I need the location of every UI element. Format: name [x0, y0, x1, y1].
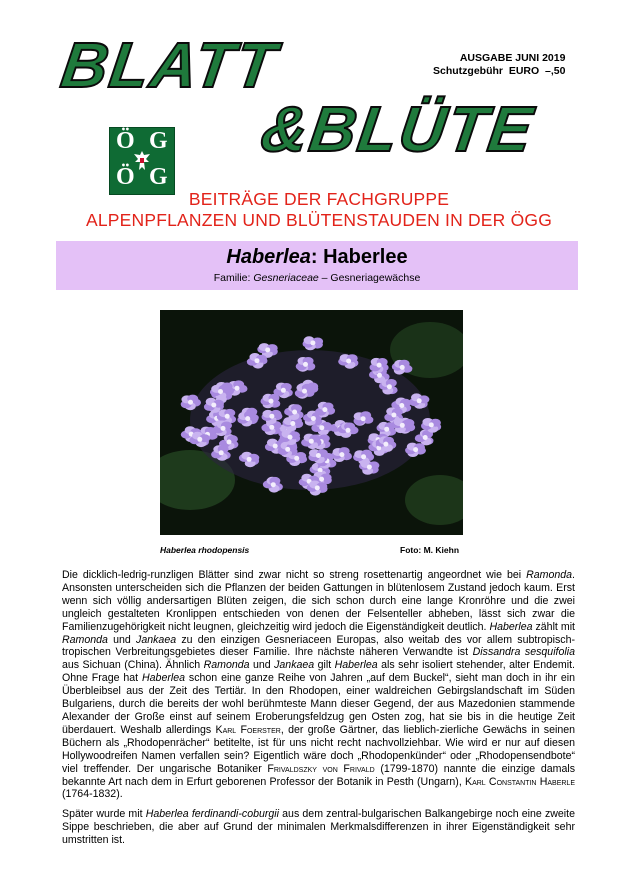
common-name: : Haberlee: [310, 246, 408, 268]
subtitle-line1: BEITRÄGE DER FACHGRUPPE: [188, 189, 450, 209]
body-text: aus dem zentral-bulgarischen Balkangebirge noch eine zweite Sippe beschrieben, die aber auf Grund der minimalen Merkmalsdifferenzen in ihrer Eigenständigkeit sehr umstritten ist.: [62, 808, 575, 847]
masthead-blatt: BLATT: [56, 29, 283, 101]
flower-blossom: [331, 447, 352, 462]
flower-blossom: [370, 358, 389, 373]
family-label: Familie:: [213, 272, 254, 284]
flower-photo-drawing: [160, 310, 463, 535]
body-text: schon eine ganze Reihe von Jahren „auf dem Buckel“, sieht man doch in ihr ein Überbleibsel aus der Zeit des Tertiär. In den Rhodopen, einer waldreichen Gebirgslandschaft im Süden Bulgariens, durch die bereits der wohl berühmteste Mann dieser Gegend, der aus Mazedonien stammende Alexander der Große einst auf seinem Eroberungsfeldzug gen Osten zog, hat sie bis in die heutige Zeit überdauert. Weshalb allerdings: [62, 672, 575, 736]
person-name: Karl Constantin Haberle: [465, 775, 575, 788]
photo-caption: Haberlea rhodopensis: [160, 545, 250, 555]
latin-name: Ramonda: [203, 659, 250, 672]
logo-letter: G: [149, 164, 168, 190]
flower-blossom: [261, 394, 281, 409]
issue-edition: AUSGABE JUNI 2019: [459, 52, 566, 64]
family-line: [56, 272, 578, 284]
body-text: und: [107, 633, 137, 646]
fee-value: EURO –,50: [508, 65, 566, 77]
body-text: und: [249, 659, 275, 672]
body-text: zählt mit: [532, 620, 575, 633]
fee-label: Schutzgebühr: [433, 65, 503, 77]
flower-photo: [160, 310, 463, 535]
issue-fee: [433, 65, 565, 78]
person-name: Karl Foerster: [215, 723, 281, 736]
masthead-bluete: &BLÜTE: [256, 93, 539, 165]
latin-name: Dissandra sesquifolia: [472, 646, 575, 659]
latin-name: Ramonda: [526, 569, 573, 581]
latin-name: Haberlea: [142, 672, 186, 685]
oegg-logo: [109, 127, 175, 195]
body-text: Später wurde mit: [62, 808, 146, 821]
person-name: Frivaldszky von Frivald: [267, 762, 375, 775]
logo-letter: G: [149, 128, 168, 154]
subtitle-line2: ALPENPFLANZEN UND BLÜTENSTAUDEN IN DER ÖGG: [85, 210, 553, 230]
article-body: [62, 569, 575, 854]
family-german: – Gesneriagewächse: [318, 272, 421, 284]
latin-name: Ramonda: [62, 633, 108, 646]
latin-name: Jankaea: [274, 659, 315, 672]
eagle-icon: [133, 150, 151, 172]
latin-name: Haberlea: [489, 620, 533, 633]
body-text: Die dicklich-ledrig-runzligen Blätter sind zwar nicht so streng rosettenartig angeordnet wie bei: [62, 569, 527, 581]
logo-letter: Ö: [116, 164, 135, 190]
body-text: , der große Gärtner, das lieblich-zierliche Gewächs in seinen Büchern als „Rhodopenrächer“ betitelte, ist für uns nicht recht nachvollziehbar. Wie wird er nur auf diesen Hollywoodreifen Namen verfallen sein? Eigentlich wäre doch „Rhodopenkünder“ oder „Rhodopensendbote“ viel treffender. Der ungarische Botaniker: [62, 723, 575, 775]
body-text: (1764-1832).: [62, 788, 123, 801]
body-text: zu den einzigen Gesneriaceen Europas, also weitab des vor allem subtropisch-tropischen Verbreitungsgebietes dieser Familie. Ihre nächste näheren Verwandte ist: [62, 633, 576, 659]
paragraph-1: [62, 569, 575, 801]
latin-name: Haberlea ferdinandi-coburgii: [145, 808, 279, 821]
flower-blossom: [296, 357, 316, 372]
issue-info: [433, 52, 565, 78]
latin-name: Haberlea: [334, 659, 378, 672]
body-text: gilt: [314, 659, 335, 672]
body-text: . Ansonsten unterscheiden sich die Pflanzen der beiden Gattungen in blütenlosem Zustand jedoch kaum. Erst wenn sich völlig andersartigen Blüten zeigen, die sich schon durch eine lange Kronröhre und die zwei ungleich gestalteten Kronlippen entschieden von denen der Felsenteller abheben, lässt sich zwar die Familienzugehörigkeit nicht leugnen, gleichzeitig wird jedoch die Eigenständigkeit deutlich.: [62, 569, 575, 633]
photo-credit: Foto: M. Kiehn: [400, 545, 460, 555]
paragraph-2: [62, 808, 575, 847]
body-text: (1799-1870) nannte die einzige damals bekannte Art nach dem in Erfurt geborenen Professor der Botanik in Pesth (Ungarn),: [62, 762, 575, 788]
logo-letter: Ö: [116, 128, 135, 154]
body-text: aus Sichuan (China). Ähnlich: [62, 659, 204, 672]
body-text: als sehr isoliert stehender, alter Endemit. Ohne Frage hat: [62, 659, 575, 685]
article-title: [56, 246, 578, 269]
family-latin: Gesneriaceae: [253, 272, 319, 284]
latin-name: Jankaea: [136, 633, 177, 646]
genus-name: Haberlea: [226, 246, 311, 268]
